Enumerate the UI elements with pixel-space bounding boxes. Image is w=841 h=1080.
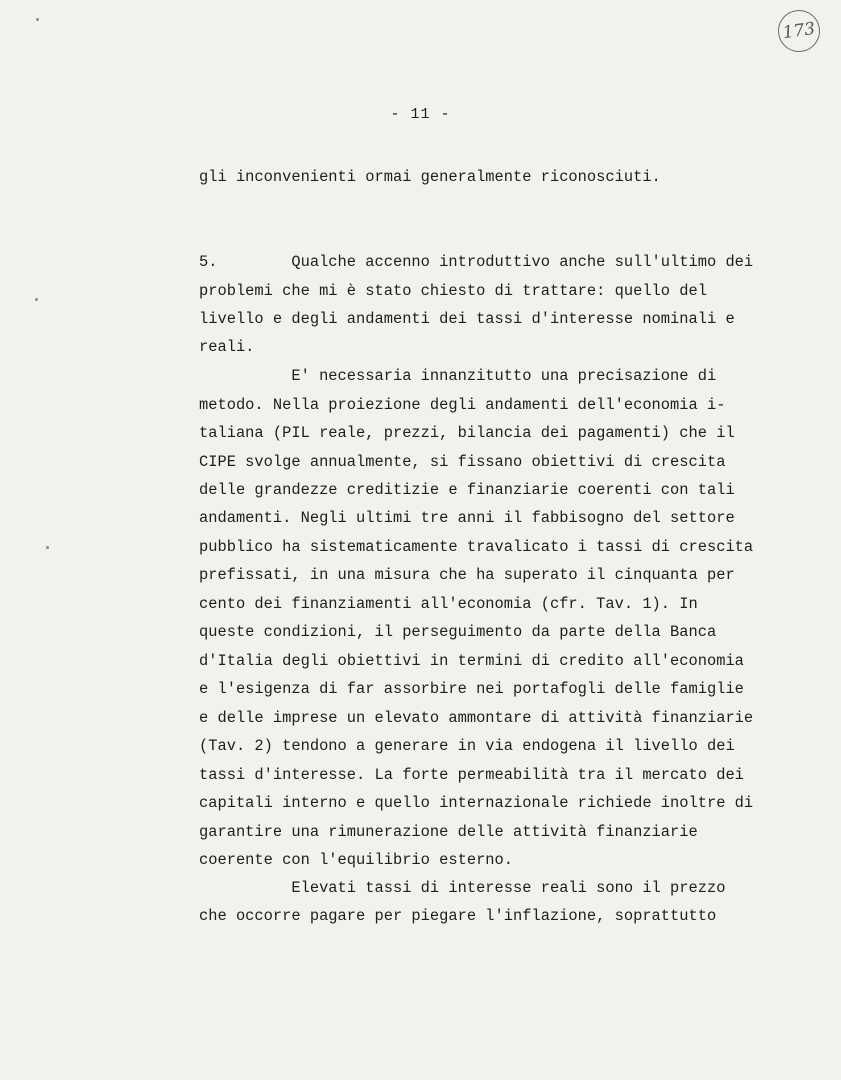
archive-stamp	[775, 7, 822, 54]
text-line: problemi che mi è stato chiesto di trattare: quello del	[199, 282, 707, 300]
text-line: Elevati tassi di interesse reali sono il prezzo	[199, 879, 726, 897]
text-line: metodo. Nella proiezione degli andamenti dell'economia i-	[199, 396, 726, 414]
text-line: delle grandezze creditizie e finanziarie coerenti con tali	[199, 481, 735, 499]
text-line: (Tav. 2) tendono a generare in via endogena il livello dei	[199, 737, 735, 755]
scan-speck	[35, 298, 38, 301]
text-line: queste condizioni, il perseguimento da parte della Banca	[199, 623, 717, 641]
text-line: e l'esigenza di far assorbire nei portafogli delle famiglie	[199, 680, 744, 698]
scan-speck	[36, 18, 39, 21]
text-line: andamenti. Negli ultimi tre anni il fabbisogno del settore	[199, 509, 735, 527]
text-line: tassi d'interesse. La forte permeabilità tra il mercato dei	[199, 766, 744, 784]
text-line: d'Italia degli obiettivi in termini di credito all'economia	[199, 652, 744, 670]
text-line: reali.	[199, 338, 255, 356]
text-line: 5. Qualche accenno introduttivo anche sull'ultimo dei	[199, 253, 754, 271]
text-line: cento dei finanziamenti all'economia (cfr. Tav. 1). In	[199, 595, 698, 613]
text-line: E' necessaria innanzitutto una precisazione di	[199, 367, 717, 385]
text-line: coerente con l'equilibrio esterno.	[199, 851, 514, 869]
text-line: capitali interno e quello internazionale richiede inoltre di	[199, 794, 754, 812]
text-line: gli inconvenienti ormai generalmente riconosciuti.	[199, 168, 661, 186]
text-line: e delle imprese un elevato ammontare di attività finanziarie	[199, 709, 754, 727]
archive-stamp-number: 173	[781, 18, 817, 44]
text-line: pubblico ha sistematicamente travalicato i tassi di crescita	[199, 538, 754, 556]
scan-speck	[46, 546, 49, 549]
text-line: CIPE svolge annualmente, si fissano obiettivi di crescita	[199, 453, 726, 471]
text-line: che occorre pagare per piegare l'inflazione, soprattutto	[199, 907, 717, 925]
text-line: livello e degli andamenti dei tassi d'interesse nominali e	[199, 310, 735, 328]
text-line: garantire una rimunerazione delle attività finanziarie	[199, 823, 698, 841]
page-number: - 11 -	[390, 106, 451, 123]
text-line: taliana (PIL reale, prezzi, bilancia dei pagamenti) che il	[199, 424, 735, 442]
text-line: prefissati, in una misura che ha superato il cinquanta per	[199, 566, 735, 584]
